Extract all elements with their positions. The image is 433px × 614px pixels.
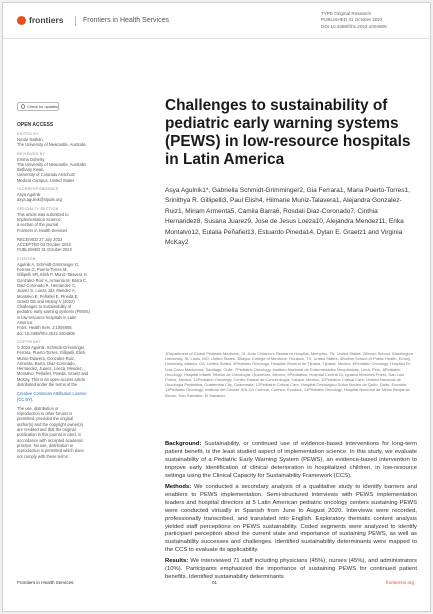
abstract-section-text: We conducted a secondary analysis of a qualitative study to identify barriers and enablers to PEWS implementation. Semi-structured interviews with PEWS implementation leaders and hospital directors at 5 Latin American pediatric oncology centers sustaining PEWS were conducted virtually in Spanish from June to August 2020. Interviews were recorded, professionally transcribed, and translated into English. Exploratory thematic content analysis yielded staff perceptions on PEWS sustainability. Coded segments were analyzed to identify participant perception about the current state and importance of sustaining PEWS, as well as sustainability successes and challenges. Identified sustainability determinants were mapped to the CCS to evaluate its applicability. — [165, 483, 417, 554]
footer-journal: Frontiers in Health Services — [17, 580, 74, 585]
sidebar-section-text: Agulnik A, Schmidt-Grimminger G, Ferrara G, Puerto-Torres M, Gillipelli SR, Elish P, Muniz-Talavera H, Gonzalez-Ruiz A, Armenta M, Barra C, Diaz-Coronado R, Hernandez C, Juarez S, Loeza JdJ, Mendez A, Montalvo E, Peñafiel E, Pineda E, Graetz DE and McKay V (2022) Challenges to sustainability of pediatric early warning systems (PEWS) in low-resource hospitals in Latin America. Front. Health Serv. 2:1004805. doi: 10.3389/frhs.2022.1004805 — [17, 261, 91, 336]
article-title: Challenges to sustainability of pediatric early warning systems (PEWS) in low-resource hospitals in Latin America — [165, 97, 411, 168]
sidebar-section — [17, 391, 93, 402]
abstract-section-text: Sustainability, or continued use of evidence-based interventions for long-term patient benefit, is the least studied aspect of implementation science. In this study, we evaluate sustainability of a Pediatric Early Warning System (PEWS), an evidence-based intervention to improve early identification of clinical deterioration in hospitalized children, in low-resource settings using the Clinical Capacity for Sustainability Framework (CCS). — [165, 441, 417, 479]
sidebar-section — [17, 207, 93, 233]
sidebar-section-text: RECEIVED 27 July 2022 ACCEPTED 03 October 2022 PUBLISHED 31 October 2022 — [17, 236, 72, 253]
abstract — [165, 441, 417, 585]
sidebar-section-heading: SPECIALTY SECTION — [17, 206, 59, 211]
abstract-paragraph — [165, 558, 417, 582]
sidebar-section-text: Asya Agulnik asya.agulnik@stjude.org — [17, 192, 62, 203]
sidebar-section-heading: *CORRESPONDENCE — [17, 187, 59, 192]
page-header — [3, 3, 430, 39]
header-divider — [75, 16, 76, 26]
open-access-label: OPEN ACCESS — [17, 122, 54, 128]
sidebar-section-text: This article was submitted to Implementation Science, a section of the journal Frontiers in Health Services — [17, 211, 69, 233]
sidebar-section-heading: REVIEWED BY — [17, 151, 46, 156]
page-number: 01 — [212, 580, 218, 585]
abstract-section-text: We interviewed 71 staff including physicians (45%), nurses (45%), and administrators (10%). Participants emphasized the importance of sustaining PEWS for continued patient benefits. Identified sustainability determinants — [165, 558, 417, 581]
sidebar-section-heading: CITATION — [17, 256, 36, 261]
journal-name[interactable]: Frontiers in Health Services — [83, 17, 169, 24]
article-sidebar — [17, 122, 93, 463]
abstract-section-label: Methods: — [165, 483, 192, 490]
frontiers-logo[interactable] — [17, 15, 63, 25]
footer-site-link[interactable]: frontiersin.org — [386, 580, 415, 585]
sidebar-section-heading: COPYRIGHT — [17, 339, 42, 344]
sidebar-section — [17, 152, 93, 183]
sidebar-sections — [17, 132, 93, 459]
sidebar-section — [17, 406, 93, 459]
article-meta — [321, 11, 387, 30]
sidebar-section-heading: EDITED BY — [17, 132, 39, 136]
check-updates-button[interactable] — [17, 102, 59, 111]
frontiers-logo-icon — [17, 16, 26, 25]
sidebar-section-text: Emma Doherty, The University of Newcastle, Australia Bethany Kwan, University of Colorado Anschutz Medical Campus, United States — [17, 156, 86, 183]
sidebar-section-text: The use, distribution or reproduction in other forums is permitted, provided the original author(s) and the copyright owner(s) are credited and that the original publication in this journal is cited, in accordance with accepted academic practice. No use, distribution or reproduction is permitted which does not comply with these terms. — [17, 405, 84, 459]
crossmark-icon — [21, 104, 25, 109]
sidebar-section-text: © 2022 Agulnik, Schmidt-Grimminger, Ferrara, Puerto-Torres, Gillipelli, Elish, Muniz-Talavera, Gonzalez-Ruiz, Armenta, Barra, Diaz-Coronado, Hernandez, Juarez, Loeza, Mendez, Montalvo, Peñafiel, Pineda, Graetz and McKay. This is an open-access article distributed under the terms of the — [17, 344, 89, 387]
article-type: TYPE Original Research — [321, 11, 372, 16]
abstract-paragraph — [165, 484, 417, 556]
publisher-name: frontiers — [29, 15, 64, 25]
published-date: PUBLISHED 31 October 2022 — [321, 17, 383, 23]
check-updates-label: Check for updates — [27, 104, 58, 109]
sidebar-section — [17, 132, 93, 148]
sidebar-section — [17, 237, 93, 253]
abstract-section-label: Background: — [165, 441, 202, 447]
abstract-section-label: Results: — [165, 558, 189, 565]
article-page — [2, 2, 431, 612]
sidebar-section — [17, 340, 93, 387]
sidebar-section — [17, 187, 93, 203]
affiliations: 1Department of Global Pediatric Medicine, St. Jude Children's Research Hospital, Memphis, TN, United States, 2Brown School, Washington University, St. Louis, MO, United States, 3Baylor College of Medicine, Houston, TX, United States, 4Rollins School of Public Health, Emory University, Atlanta, GA, United States, 5Pediatric Oncology, Hospital General de Tijuana, Tijuana, Mexico, 6Pediatric Oncology, Hospital Dr. Luis Calvo Mackenna, Santiago, Chile, 7Pediatric Oncology, Instituto Nacional de Enfermedades Neoplásicas, Lima, Peru, 8Pediatric Oncology, Hospital Infantil Teletón de Oncología, Querétaro, Mexico, 9Pediatrics, Hospital Central Dr. Ignacio Morones Prieto, San Luis Potosí, Mexico, 10Pediatric Oncology, Centro Estatal de Cancerología, Xalapa, Mexico, 11Pediatric Critical Care, Unidad Nacional de Oncología Pediátrica, Guatemala City, Guatemala, 12Pediatric Critical Care, Hospital Oncológico Solca Núcleo de Quito, Quito, Ecuador, 13Pediatric Oncology, Instituto del Cáncer SOLCA Cuenca, Cuenca, Ecuador, 14Pediatric Oncology, Hospital Nacional de Niños Benjamín Bloom, San Salvador, El Salvador — [165, 351, 413, 398]
sidebar-section-text: Nicole Nathan, The University of Newcastle, Australia — [17, 137, 86, 148]
doi[interactable]: DOI 10.3389/frhs.2022.1004805 — [321, 23, 387, 29]
author-list: Asya Agulnik1*, Gabriella Schmidt-Grimminger2, Gia Ferrara1, Maria Puerto-Torres1, Srinithya R. Gillipelli3, Paul Elish4, Hilmarie Muniz-Talavera1, Alejandra Gonzalez-Ruiz1, Miriam Armenta5, Camila Barra6, Rosdali Diaz-Coronado7, Cinthia Hernandez8, Susana Juarez9, Jose de Jesus Loeza10, Alejandra Mendez11, Erika Montalvo12, Eulalia Peñafiel13, Estuardo Pineda14, Dylan E. Graetz1 and Virginia McKay2 — [165, 187, 410, 247]
license-link[interactable]: Creative Commons Attribution License (CC BY). — [17, 391, 87, 402]
abstract-paragraph — [165, 441, 417, 481]
sidebar-section — [17, 257, 93, 336]
